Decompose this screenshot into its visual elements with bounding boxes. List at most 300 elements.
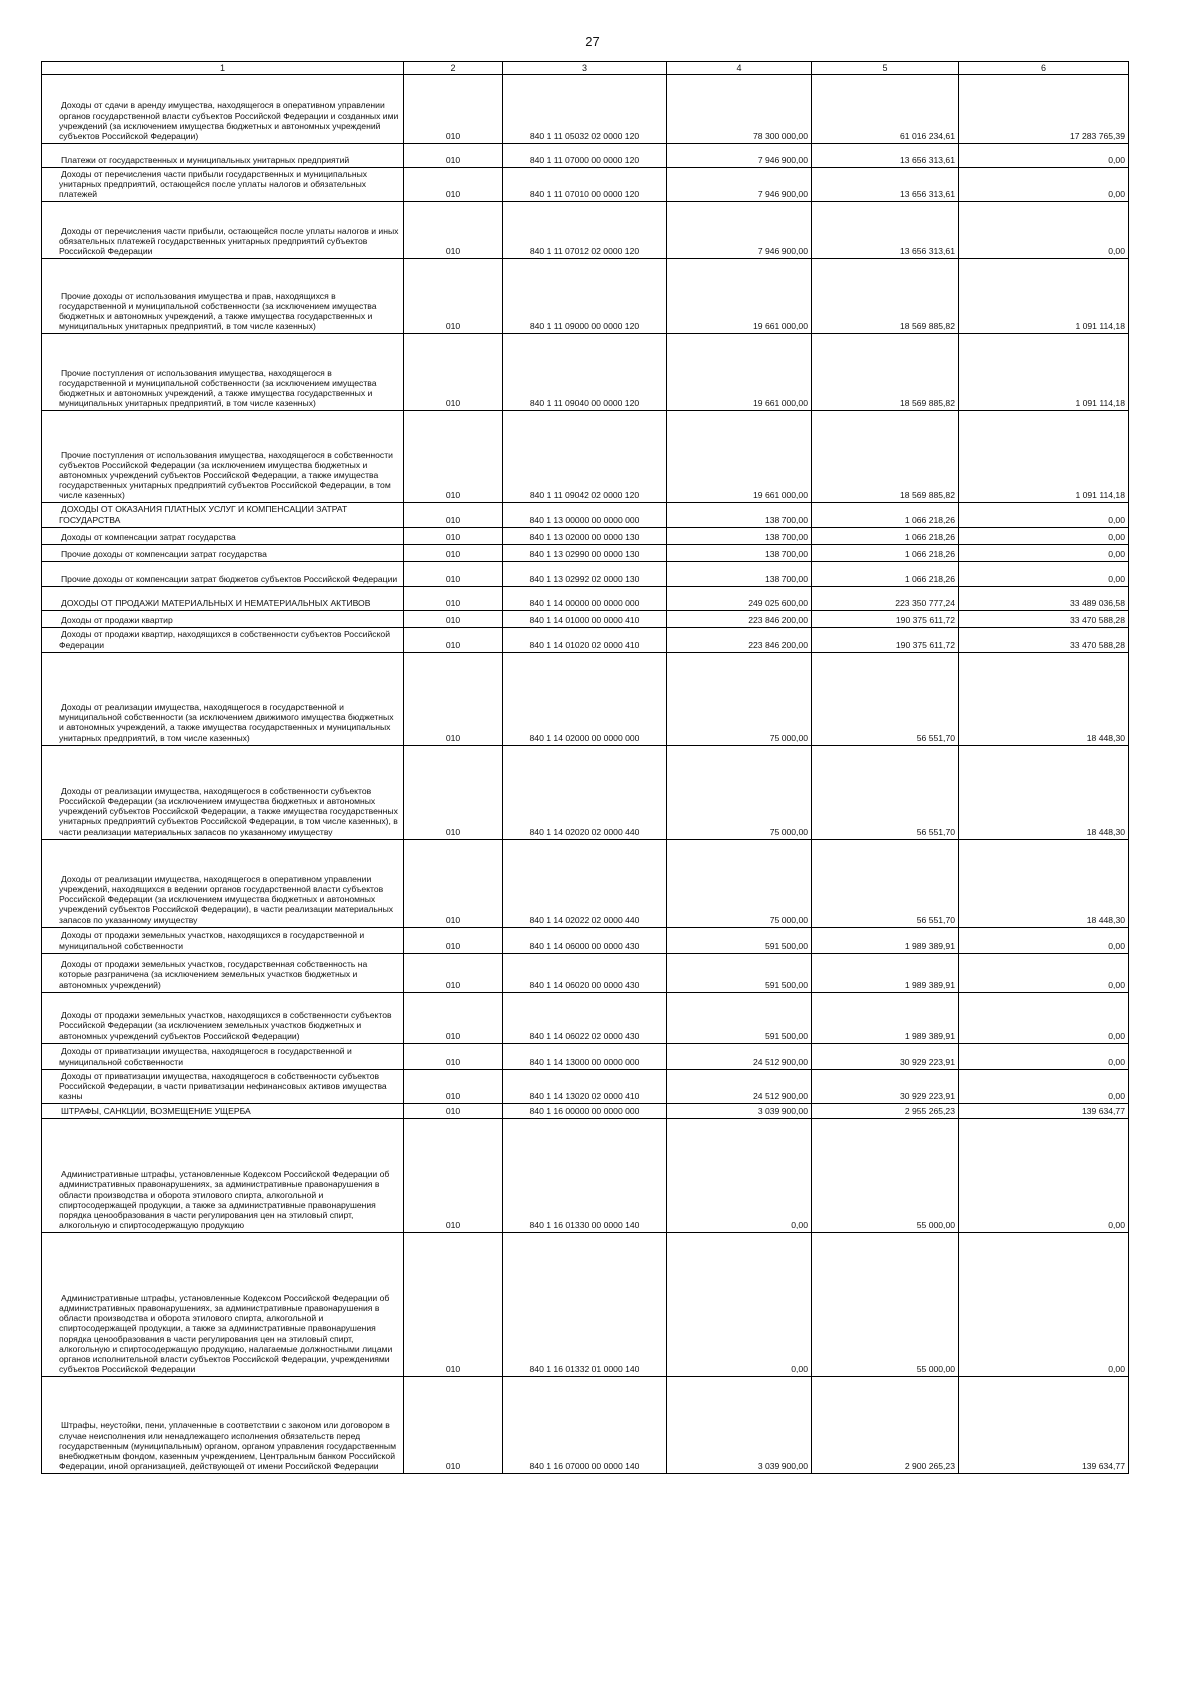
row-approved-amount: 249 025 600,00: [748, 597, 808, 608]
table-row: [42, 1104, 1129, 1119]
row-budget-code: 840 1 11 05032 02 0000 120: [529, 130, 640, 141]
row-approved-amount-cell: [667, 745, 812, 839]
row-description: Доходы от приватизации имущества, находящегося в государственной и муниципальной собственности: [59, 1046, 352, 1067]
row-executed-amount-cell: [812, 745, 959, 839]
row-approved-amount: 591 500,00: [764, 979, 808, 990]
row-budget-code: 840 1 14 02022 02 0000 440: [529, 914, 640, 925]
row-line-code: 010: [445, 548, 461, 559]
row-executed-amount: 18 569 885,82: [900, 490, 955, 501]
row-budget-code: 840 1 11 07000 00 0000 120: [529, 154, 640, 165]
row-unexecuted-amount-cell: [959, 168, 1129, 202]
row-description: Доходы от перечисления части прибыли, остающейся после уплаты налогов и иных обязательных платежей государственных унитарных предприятий субъектов Российской Федерации: [59, 226, 399, 257]
row-unexecuted-amount: 0,00: [1108, 514, 1125, 525]
row-executed-amount-cell: [812, 1069, 959, 1103]
row-budget-code: 840 1 11 07012 02 0000 120: [529, 246, 640, 257]
row-approved-amount-cell: [667, 527, 812, 544]
row-budget-code-cell: [503, 259, 667, 334]
row-budget-code-cell: [503, 652, 667, 745]
row-budget-code-cell: [503, 927, 667, 953]
row-budget-code-cell: [503, 839, 667, 927]
row-executed-amount: 1 989 389,91: [904, 1030, 955, 1041]
row-executed-amount-cell: [812, 561, 959, 586]
row-budget-code: 840 1 14 06000 00 0000 430: [529, 940, 640, 951]
row-executed-amount: 56 551,70: [916, 732, 955, 743]
row-executed-amount: 2 900 265,23: [904, 1460, 955, 1471]
row-budget-code-cell: [503, 992, 667, 1043]
row-budget-code-cell: [503, 1233, 667, 1377]
row-approved-amount: 0,00: [791, 1363, 808, 1374]
row-approved-amount-cell: [667, 927, 812, 953]
row-line-code: 010: [445, 1363, 461, 1374]
row-budget-code-cell: [503, 627, 667, 652]
row-executed-amount: 30 929 223,91: [900, 1056, 955, 1067]
row-budget-code: 840 1 14 02020 02 0000 440: [529, 826, 640, 837]
row-budget-code-cell: [503, 1043, 667, 1069]
row-unexecuted-amount: 1 091 114,18: [1075, 321, 1125, 332]
row-budget-code-cell: [503, 411, 667, 503]
column-header: 4: [667, 62, 812, 75]
row-unexecuted-amount-cell: [959, 1104, 1129, 1119]
row-unexecuted-amount-cell: [959, 259, 1129, 334]
row-line-code: 010: [445, 1030, 461, 1041]
row-description: Доходы от продажи квартир: [61, 614, 173, 625]
table-row: [42, 652, 1129, 745]
row-approved-amount: 7 946 900,00: [757, 154, 808, 165]
row-unexecuted-amount-cell: [959, 586, 1129, 610]
row-description-cell: [42, 334, 404, 411]
row-line-code-cell: [404, 927, 503, 953]
row-unexecuted-amount-cell: [959, 652, 1129, 745]
table-row: [42, 1043, 1129, 1069]
row-approved-amount-cell: [667, 561, 812, 586]
row-unexecuted-amount-cell: [959, 1043, 1129, 1069]
row-executed-amount: 1 989 389,91: [904, 940, 955, 951]
row-line-code: 010: [445, 597, 461, 608]
row-executed-amount: 56 551,70: [916, 914, 955, 925]
row-line-code-cell: [404, 561, 503, 586]
row-executed-amount-cell: [812, 1377, 959, 1474]
row-executed-amount-cell: [812, 544, 959, 561]
column-header: 2: [404, 62, 503, 75]
table-row: [42, 1119, 1129, 1233]
row-budget-code: 840 1 14 00000 00 0000 000: [529, 597, 640, 608]
row-executed-amount: 1 066 218,26: [904, 531, 955, 542]
row-budget-code: 840 1 14 06022 02 0000 430: [529, 1030, 640, 1041]
row-executed-amount: 18 569 885,82: [900, 321, 955, 332]
row-approved-amount-cell: [667, 1104, 812, 1119]
row-line-code: 010: [445, 1460, 461, 1471]
row-line-code-cell: [404, 586, 503, 610]
row-budget-code: 840 1 14 01020 02 0000 410: [529, 639, 640, 650]
row-approved-amount: 3 039 900,00: [757, 1105, 808, 1116]
row-budget-code-cell: [503, 75, 667, 144]
row-unexecuted-amount: 0,00: [1108, 548, 1125, 559]
row-line-code: 010: [445, 1219, 461, 1230]
row-line-code: 010: [445, 1105, 461, 1116]
row-approved-amount: 75 000,00: [769, 826, 808, 837]
row-description-cell: [42, 586, 404, 610]
row-line-code: 010: [445, 639, 461, 650]
row-line-code: 010: [445, 189, 461, 200]
row-description: Доходы от реализации имущества, находящегося в собственности субъектов Российской Федерации (за исключением имущества бюджетных и автономных учреждений субъектов Российской Федерации, а также имущества государственных унитарных предприятий субъектов Российской Федерации, в том числе казенных), в части реализации материальных запасов по указанному имуществу: [59, 786, 398, 837]
row-budget-code: 840 1 11 07010 00 0000 120: [529, 189, 640, 200]
row-executed-amount-cell: [812, 503, 959, 527]
row-description-cell: [42, 1377, 404, 1474]
table-row: [42, 1377, 1129, 1474]
row-approved-amount-cell: [667, 544, 812, 561]
row-executed-amount-cell: [812, 1119, 959, 1233]
row-line-code: 010: [445, 246, 461, 257]
page-number: 27: [585, 34, 600, 49]
table-row: [42, 627, 1129, 652]
row-description-cell: [42, 411, 404, 503]
row-description: Прочие доходы от использования имущества и прав, находящихся в государственной и муниципальной собственности (за исключением имущества бюджетных и автономных учреждений, а также имущества государственных и муниципальных унитарных предприятий, в том числе казенных): [59, 290, 377, 332]
row-line-code: 010: [445, 130, 461, 141]
row-unexecuted-amount-cell: [959, 953, 1129, 992]
row-executed-amount: 190 375 611,72: [895, 614, 955, 625]
row-line-code-cell: [404, 168, 503, 202]
row-approved-amount-cell: [667, 75, 812, 144]
table-row: [42, 927, 1129, 953]
row-description-cell: [42, 839, 404, 927]
row-description-cell: [42, 927, 404, 953]
row-unexecuted-amount: 0,00: [1108, 1090, 1125, 1101]
row-approved-amount-cell: [667, 586, 812, 610]
row-executed-amount-cell: [812, 586, 959, 610]
row-unexecuted-amount-cell: [959, 627, 1129, 652]
row-line-code: 010: [445, 490, 461, 501]
row-approved-amount-cell: [667, 610, 812, 627]
row-executed-amount: 1 066 218,26: [904, 514, 955, 525]
row-line-code: 010: [445, 321, 461, 332]
row-line-code-cell: [404, 259, 503, 334]
row-unexecuted-amount-cell: [959, 1069, 1129, 1103]
row-unexecuted-amount: 0,00: [1108, 1219, 1125, 1230]
row-budget-code: 840 1 14 02000 00 0000 000: [529, 732, 640, 743]
row-unexecuted-amount: 18 448,30: [1086, 732, 1125, 743]
row-budget-code-cell: [503, 168, 667, 202]
row-approved-amount-cell: [667, 627, 812, 652]
row-executed-amount: 2 955 265,23: [904, 1105, 955, 1116]
row-approved-amount-cell: [667, 992, 812, 1043]
row-approved-amount-cell: [667, 334, 812, 411]
table-row: [42, 745, 1129, 839]
row-executed-amount-cell: [812, 411, 959, 503]
row-description: Доходы от продажи земельных участков, находящихся в собственности субъектов Российской Федерации (за исключением земельных участков бюджетных и автономных учреждений субъектов Российской Федерации): [59, 1010, 392, 1041]
row-approved-amount-cell: [667, 503, 812, 527]
row-unexecuted-amount-cell: [959, 1377, 1129, 1474]
row-unexecuted-amount-cell: [959, 334, 1129, 411]
row-line-code-cell: [404, 610, 503, 627]
row-budget-code-cell: [503, 144, 667, 168]
table-row: [42, 839, 1129, 927]
row-approved-amount: 7 946 900,00: [757, 246, 808, 257]
table-row: [42, 168, 1129, 202]
row-executed-amount: 1 066 218,26: [904, 573, 955, 584]
row-approved-amount-cell: [667, 1043, 812, 1069]
row-unexecuted-amount: 139 634,77: [1081, 1460, 1125, 1471]
row-line-code: 010: [445, 732, 461, 743]
row-line-code: 010: [445, 614, 461, 625]
row-executed-amount-cell: [812, 610, 959, 627]
row-budget-code-cell: [503, 745, 667, 839]
row-unexecuted-amount: 1 091 114,18: [1075, 398, 1125, 409]
row-description-cell: [42, 75, 404, 144]
row-unexecuted-amount-cell: [959, 610, 1129, 627]
row-description-cell: [42, 168, 404, 202]
row-budget-code: 840 1 16 01332 01 0000 140: [529, 1363, 640, 1374]
row-approved-amount-cell: [667, 411, 812, 503]
row-budget-code: 840 1 16 07000 00 0000 140: [529, 1460, 640, 1471]
row-line-code: 010: [445, 940, 461, 951]
row-description-cell: [42, 627, 404, 652]
row-line-code: 010: [445, 1090, 461, 1101]
row-line-code-cell: [404, 202, 503, 259]
row-executed-amount-cell: [812, 927, 959, 953]
row-approved-amount: 19 661 000,00: [753, 321, 808, 332]
row-executed-amount-cell: [812, 75, 959, 144]
table-row: [42, 1233, 1129, 1377]
row-unexecuted-amount: 0,00: [1108, 573, 1125, 584]
row-executed-amount: 55 000,00: [916, 1219, 955, 1230]
row-executed-amount-cell: [812, 1043, 959, 1069]
row-executed-amount-cell: [812, 953, 959, 992]
row-executed-amount-cell: [812, 839, 959, 927]
row-unexecuted-amount-cell: [959, 561, 1129, 586]
row-description-cell: [42, 1119, 404, 1233]
row-approved-amount: 0,00: [791, 1219, 808, 1230]
row-unexecuted-amount: 33 470 588,28: [1070, 639, 1125, 650]
row-unexecuted-amount-cell: [959, 1233, 1129, 1377]
row-description: ДОХОДЫ ОТ ПРОДАЖИ МАТЕРИАЛЬНЫХ И НЕМАТЕРИАЛЬНЫХ АКТИВОВ: [61, 597, 371, 608]
row-approved-amount-cell: [667, 1069, 812, 1103]
row-budget-code-cell: [503, 561, 667, 586]
column-header: 1: [42, 62, 404, 75]
row-approved-amount-cell: [667, 652, 812, 745]
row-unexecuted-amount: 17 283 765,39: [1070, 130, 1125, 141]
row-description-cell: [42, 953, 404, 992]
row-description: Штрафы, неустойки, пени, уплаченные в соответствии с законом или договором в случае неисполнения или ненадлежащего исполнения обязательств перед государственным (муниципальным) органом, органом управления государственным внебюджетным фондом, казенным учреждением, Центральным банком Российской Федерации, иной организацией, действующей от имени Российской Федерации: [59, 1420, 397, 1471]
row-unexecuted-amount-cell: [959, 927, 1129, 953]
row-approved-amount: 591 500,00: [764, 940, 808, 951]
row-line-code-cell: [404, 1043, 503, 1069]
row-description-cell: [42, 144, 404, 168]
row-line-code-cell: [404, 652, 503, 745]
row-executed-amount-cell: [812, 992, 959, 1043]
row-budget-code-cell: [503, 1119, 667, 1233]
row-budget-code: 840 1 14 13000 00 0000 000: [529, 1056, 640, 1067]
row-line-code-cell: [404, 334, 503, 411]
row-unexecuted-amount: 0,00: [1108, 531, 1125, 542]
row-line-code-cell: [404, 1377, 503, 1474]
row-line-code: 010: [445, 531, 461, 542]
table-row: [42, 610, 1129, 627]
row-description: Административные штрафы, установленные Кодексом Российской Федерации об административных правонарушениях, за административные правонарушения в области производства и оборота этилового спирта, алкогольной и спиртосодержащей продукции, а также за административные правонарушения порядка ценообразования в части регулирования цен на этиловый спирт, алкогольную и спиртосодержащую продукцию, налагаемые должностными лицами органов исполнительной власти субъектов Российской Федерации, учреждениями субъектов Российской Федерации: [59, 1293, 393, 1374]
row-budget-code-cell: [503, 953, 667, 992]
table-row: [42, 561, 1129, 586]
row-unexecuted-amount: 33 470 588,28: [1070, 614, 1125, 625]
row-approved-amount: 19 661 000,00: [753, 490, 808, 501]
row-unexecuted-amount: 0,00: [1108, 979, 1125, 990]
row-executed-amount: 13 656 313,61: [900, 246, 955, 257]
row-description-cell: [42, 202, 404, 259]
row-budget-code: 840 1 14 01000 00 0000 410: [529, 614, 640, 625]
row-description: Прочие поступления от использования имущества, находящегося в собственности субъектов Российской Федерации (за исключением имущества бюджетных и автономных учреждений субъектов Российской Федерации, а также имущества государственных унитарных предприятий субъектов Российской Федерации, в том числе казенных): [59, 449, 393, 501]
row-line-code-cell: [404, 527, 503, 544]
row-description: Доходы от реализации имущества, находящегося в оперативном управлении учреждений, находящихся в ведении органов государственной власти субъектов Российской Федерации (за исключением имущества бюджетных и автономных учреждений субъектов Российской Федерации), в части реализации материальных запасов по указанному имуществу: [59, 874, 394, 925]
row-description-cell: [42, 992, 404, 1043]
row-budget-code-cell: [503, 334, 667, 411]
row-description: ШТРАФЫ, САНКЦИИ, ВОЗМЕЩЕНИЕ УЩЕРБА: [61, 1105, 251, 1116]
table-row: [42, 411, 1129, 503]
row-unexecuted-amount: 33 489 036,58: [1070, 597, 1125, 608]
table-row: [42, 503, 1129, 527]
row-description: Прочие доходы от компенсации затрат бюджетов субъектов Российской Федерации: [61, 573, 398, 584]
table-row: [42, 1069, 1129, 1103]
row-approved-amount-cell: [667, 1377, 812, 1474]
row-unexecuted-amount-cell: [959, 992, 1129, 1043]
row-executed-amount: 223 350 777,24: [895, 597, 955, 608]
row-description-cell: [42, 259, 404, 334]
row-executed-amount-cell: [812, 334, 959, 411]
row-executed-amount: 13 656 313,61: [900, 189, 955, 200]
row-budget-code: 840 1 11 09040 00 0000 120: [529, 398, 640, 409]
row-line-code: 010: [445, 826, 461, 837]
row-approved-amount-cell: [667, 202, 812, 259]
column-header: 5: [812, 62, 959, 75]
table-row: [42, 992, 1129, 1043]
row-line-code-cell: [404, 503, 503, 527]
revenue-table: [41, 61, 1129, 1474]
row-executed-amount-cell: [812, 627, 959, 652]
row-unexecuted-amount: 18 448,30: [1086, 914, 1125, 925]
row-line-code: 010: [445, 514, 461, 525]
row-budget-code: 840 1 16 01330 00 0000 140: [529, 1219, 640, 1230]
row-budget-code: 840 1 14 13020 02 0000 410: [529, 1090, 640, 1101]
row-executed-amount: 18 569 885,82: [900, 398, 955, 409]
row-executed-amount-cell: [812, 527, 959, 544]
row-approved-amount-cell: [667, 259, 812, 334]
row-line-code-cell: [404, 75, 503, 144]
row-budget-code: 840 1 13 02000 00 0000 130: [529, 531, 640, 542]
header-row: [42, 62, 1129, 75]
row-line-code-cell: [404, 1104, 503, 1119]
row-unexecuted-amount-cell: [959, 202, 1129, 259]
row-budget-code-cell: [503, 202, 667, 259]
row-unexecuted-amount: 0,00: [1108, 189, 1125, 200]
row-approved-amount: 24 512 900,00: [753, 1056, 808, 1067]
row-description: Платежи от государственных и муниципальных унитарных предприятий: [61, 154, 350, 165]
row-approved-amount-cell: [667, 168, 812, 202]
table-row: [42, 544, 1129, 561]
row-line-code-cell: [404, 953, 503, 992]
row-budget-code-cell: [503, 503, 667, 527]
row-unexecuted-amount: 0,00: [1108, 940, 1125, 951]
row-unexecuted-amount-cell: [959, 745, 1129, 839]
row-description: Доходы от перечисления части прибыли государственных и муниципальных унитарных предприятий, остающейся после уплаты налогов и обязательных платежей: [59, 169, 368, 200]
row-description: Доходы от реализации имущества, находящегося в государственной и муниципальной собственности (за исключением движимого имущества бюджетных и автономных учреждений, а также имущества государственных и муниципальных унитарных предприятий, в том числе казенных): [59, 702, 394, 743]
row-line-code-cell: [404, 144, 503, 168]
row-executed-amount-cell: [812, 652, 959, 745]
row-line-code-cell: [404, 1119, 503, 1233]
table-row: [42, 144, 1129, 168]
row-line-code: 010: [445, 573, 461, 584]
row-description: ДОХОДЫ ОТ ОКАЗАНИЯ ПЛАТНЫХ УСЛУГ И КОМПЕНСАЦИИ ЗАТРАТ ГОСУДАРСТВА: [59, 504, 348, 525]
row-budget-code: 840 1 13 02990 00 0000 130: [529, 548, 640, 559]
row-line-code: 010: [445, 154, 461, 165]
row-approved-amount: 75 000,00: [769, 732, 808, 743]
row-line-code-cell: [404, 1069, 503, 1103]
row-approved-amount-cell: [667, 839, 812, 927]
row-description: Доходы от сдачи в аренду имущества, находящегося в оперативном управлении органов государственной власти субъектов Российской Федерации и созданных ими учреждений (за исключением имущества бюджетных и автономных учреждений субъектов Российской Федерации): [59, 100, 399, 141]
row-unexecuted-amount-cell: [959, 75, 1129, 144]
row-description-cell: [42, 527, 404, 544]
row-unexecuted-amount: 0,00: [1108, 1363, 1125, 1374]
row-unexecuted-amount-cell: [959, 411, 1129, 503]
row-line-code: 010: [445, 914, 461, 925]
row-description-cell: [42, 1043, 404, 1069]
row-approved-amount-cell: [667, 144, 812, 168]
row-unexecuted-amount: 0,00: [1108, 246, 1125, 257]
row-approved-amount: 75 000,00: [769, 914, 808, 925]
row-unexecuted-amount-cell: [959, 144, 1129, 168]
row-description-cell: [42, 610, 404, 627]
row-budget-code-cell: [503, 1069, 667, 1103]
row-budget-code-cell: [503, 544, 667, 561]
row-executed-amount-cell: [812, 1104, 959, 1119]
row-executed-amount: 55 000,00: [916, 1363, 955, 1374]
row-approved-amount: 591 500,00: [764, 1030, 808, 1041]
row-approved-amount-cell: [667, 953, 812, 992]
table-body: [42, 75, 1129, 1474]
table-row: [42, 953, 1129, 992]
row-line-code-cell: [404, 1233, 503, 1377]
row-unexecuted-amount: 0,00: [1108, 1056, 1125, 1067]
row-description-cell: [42, 561, 404, 586]
row-executed-amount-cell: [812, 202, 959, 259]
row-unexecuted-amount-cell: [959, 527, 1129, 544]
row-line-code: 010: [445, 979, 461, 990]
row-unexecuted-amount: 1 091 114,18: [1075, 490, 1125, 501]
row-executed-amount: 30 929 223,91: [900, 1090, 955, 1101]
row-unexecuted-amount-cell: [959, 839, 1129, 927]
row-line-code-cell: [404, 992, 503, 1043]
row-approved-amount: 138 700,00: [764, 548, 808, 559]
row-executed-amount: 190 375 611,72: [895, 639, 955, 650]
row-unexecuted-amount: 139 634,77: [1081, 1105, 1125, 1116]
row-executed-amount-cell: [812, 144, 959, 168]
row-unexecuted-amount-cell: [959, 1119, 1129, 1233]
row-approved-amount: 7 946 900,00: [757, 189, 808, 200]
row-approved-amount: 19 661 000,00: [753, 398, 808, 409]
row-description-cell: [42, 544, 404, 561]
row-executed-amount: 61 016 234,61: [900, 130, 955, 141]
row-approved-amount: 138 700,00: [764, 573, 808, 584]
row-description: Доходы от продажи земельных участков, государственная собственность на которые разграничена (за исключением земельных участков бюджетных и автономных учреждений): [59, 959, 368, 990]
row-line-code: 010: [445, 398, 461, 409]
row-description-cell: [42, 652, 404, 745]
table-row: [42, 202, 1129, 259]
row-description: Административные штрафы, установленные Кодексом Российской Федерации об административных правонарушениях, за административные правонарушения в области производства и оборота этилового спирта, алкогольной и спиртосодержащей продукции, а также за административные правонарушения порядка ценообразования в части регулирования цен на этиловый спирт, алкогольную и спиртосодержащую продукцию: [59, 1169, 390, 1230]
row-budget-code: 840 1 13 02992 02 0000 130: [529, 573, 640, 584]
row-approved-amount: 78 300 000,00: [753, 130, 808, 141]
table-row: [42, 586, 1129, 610]
row-line-code: 010: [445, 1056, 461, 1067]
row-unexecuted-amount-cell: [959, 544, 1129, 561]
table-row: [42, 75, 1129, 144]
row-executed-amount-cell: [812, 259, 959, 334]
row-approved-amount: 3 039 900,00: [757, 1460, 808, 1471]
